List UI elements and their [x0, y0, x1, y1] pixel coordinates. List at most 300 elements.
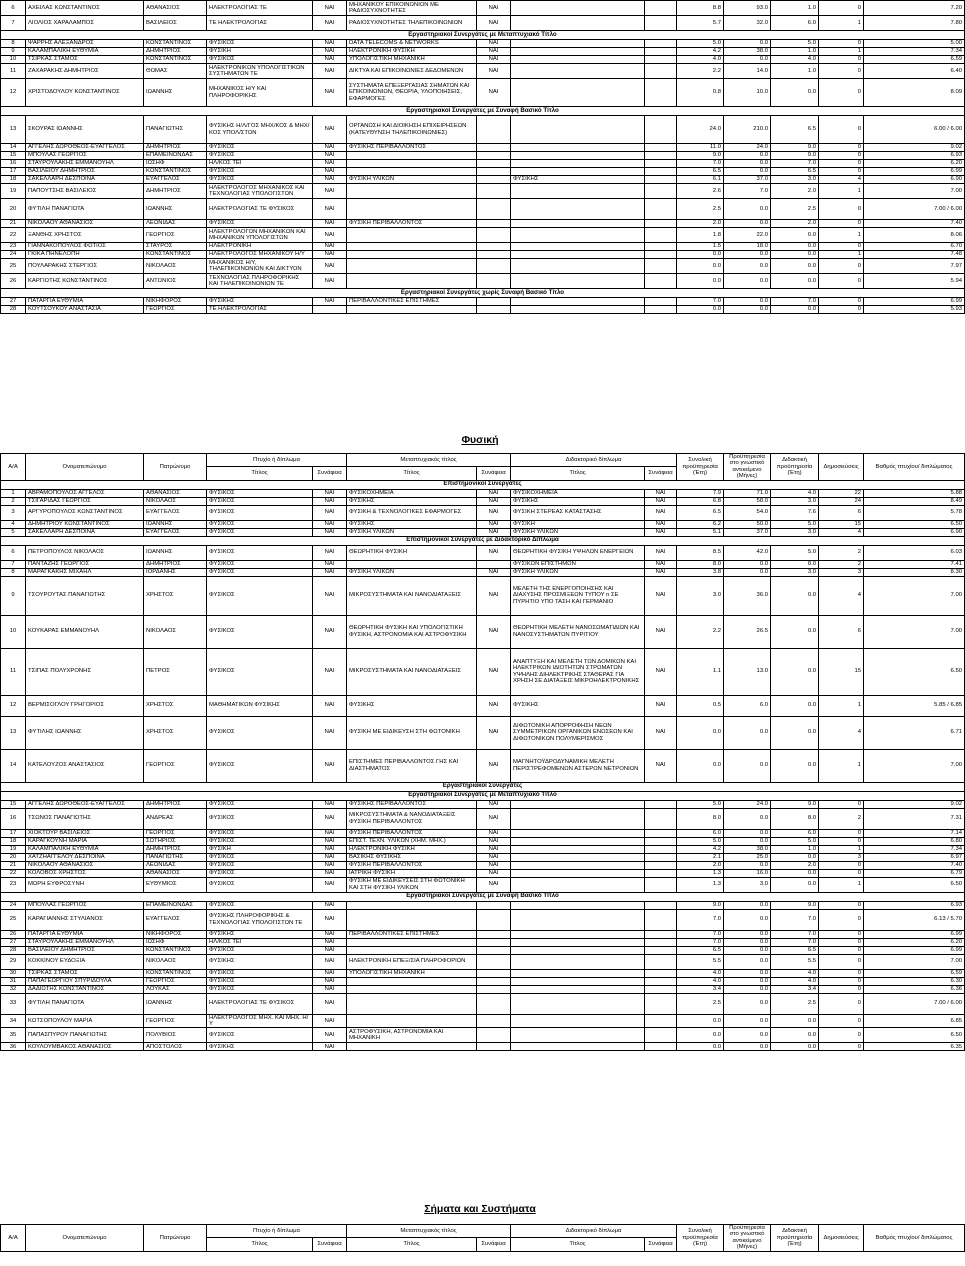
cell-teaching-experience: 0.0 [771, 79, 819, 107]
cell-masters-related [477, 243, 511, 251]
cell-degree-related: ΝΑΙ [313, 79, 347, 107]
cell-masters-title: ΕΠΙΣΤΗΜΕΣ ΠΕΡΙΒΑΛΛΟΝΤΟΣ ΓΗΣ ΚΑΙ ΔΙΑΣΤΗΜΑΤΟΣ [347, 749, 477, 782]
cell-masters-title: ΦΥΣΙΚΗΣ ΠΕΡΙΒΑΛΛΟΝΤΟΣ [347, 800, 477, 808]
cell-phd-title [511, 160, 645, 168]
cell-patronymic: ΚΩΝΣΤΑΝΤΙΝΟΣ [144, 56, 207, 64]
cell-patronymic: ΝΙΚΗΦΟΡΟΣ [144, 930, 207, 938]
cell-phd-related [645, 869, 677, 877]
cell-name: ΚΑΛΑΜΠΑΛΙΚΗ ΕΥΘΥΜΙΑ [26, 48, 144, 56]
cell-degree-title: ΦΥΣΙΚΟΣ [207, 220, 313, 228]
cell-teaching-experience: 5.5 [771, 954, 819, 969]
section-header: Εργαστηριακοί Συνεργάτες με Μεταπτυχιακό Τίτλο [1, 791, 965, 800]
table-row [1, 489, 965, 497]
cell-degree-related: ΝΑΙ [313, 259, 347, 274]
cell-total-experience: 7.9 [677, 489, 724, 497]
cell-phd-related: ΝΑΙ [645, 497, 677, 505]
cell-teaching-experience: 7.0 [771, 298, 819, 306]
cell-phd-title: ΦΥΣΙΚΟΧΗΜΕΙΑ [511, 489, 645, 497]
signals-section-title: Σήματα και Συστήματα [424, 1203, 536, 1215]
cell-grade: 6.93 [864, 901, 965, 909]
cell-phd-related [645, 930, 677, 938]
cell-masters-related: ΝΑΙ [477, 749, 511, 782]
table-row [1, 220, 965, 228]
cell-name: ΑΓΓΕΛΗΣ ΔΩΡΟΘΕΟΣ-ΕΥΑΓΓΕΛΟΣ [26, 800, 144, 808]
header-aa: Α/Α [1, 454, 26, 481]
cell-total-experience: 5.1 [677, 528, 724, 536]
table-row [1, 576, 965, 615]
cell-masters-title: ΔΙΚΤΥΑ ΚΑΙ ΕΠΙΚΟΙΝΩΝΙΕΣ ΔΕΔΟΜΕΝΩΝ [347, 64, 477, 79]
cell-phd-title: ΦΥΣΙΚΗ ΥΛΙΚΩΝ [511, 528, 645, 536]
cell-grade: 6.03 [864, 545, 965, 560]
cell-publications: 0 [819, 930, 864, 938]
cell-patronymic: ΙΟΡΔΑΝΗΣ [144, 568, 207, 576]
cell-degree-title: ΗΛΕΚΤΡΟΛΟΓΙΑΣ ΤΕ [207, 1, 313, 16]
cell-grade: 7.14 [864, 829, 965, 837]
cell-masters-title [347, 1014, 477, 1028]
cell-patronymic: ΚΩΝΣΤΑΝΤΙΝΟΣ [144, 969, 207, 977]
table-row [1, 243, 965, 251]
cell-degree-title: ΦΥΣΙΚΟΣ [207, 877, 313, 892]
cell-field-experience: 7.0 [724, 184, 771, 199]
cell-degree-related: ΝΑΙ [313, 64, 347, 79]
header-patronymic: Πατρώνυμο [144, 454, 207, 481]
cell-grade: 7.00 / 6.00 [864, 199, 965, 220]
cell-masters-title: ΜΗΧΑΝΙΚΟΥ ΕΠΙΚΟΙΝΩΝΙΩΝ ΜΕ ΡΑΔΙΟΣΥΧΝΟΤΗΤΕΣ [347, 1, 477, 16]
cell-total-experience: 8.0 [677, 560, 724, 568]
cell-masters-related [477, 259, 511, 274]
table-row [1, 144, 965, 152]
cell-masters-related: ΝΑΙ [477, 845, 511, 853]
cell-grade: 5.93 [864, 306, 965, 314]
cell-total-experience: 6.1 [677, 176, 724, 184]
cell-publications: 0 [819, 298, 864, 306]
cell-masters-title: ΠΕΡΙΒΑΛΛΟΝΤΙΚΕΣ ΕΠΙΣΤΗΜΕΣ [347, 298, 477, 306]
cell-grade: 6.20 [864, 938, 965, 946]
table-row [1, 869, 965, 877]
header-phd-related: Συνάφεια [645, 467, 677, 480]
cell-phd-related: ΝΑΙ [645, 648, 677, 695]
cell-name: ΤΣΙΡΚΑΣ ΣΤΑΜΟΣ [26, 56, 144, 64]
cell-field-experience: 0.0 [724, 930, 771, 938]
cell-field-experience: 10.0 [724, 79, 771, 107]
cell-degree-title: ΦΥΣΙΚΟΣ [207, 829, 313, 837]
cell-phd-related [645, 79, 677, 107]
cell-masters-title: ΘΕΩΡΗΤΙΚΗ ΦΥΣΙΚΗ [347, 545, 477, 560]
cell-masters-related: ΝΑΙ [477, 808, 511, 829]
cell-patronymic: ΕΠΑΜΕΙΝΩΝΔΑΣ [144, 152, 207, 160]
cell-masters-title: ΦΥΣΙΚΗΣ ΠΕΡΙΒΑΛΛΟΝΤΟΣ [347, 144, 477, 152]
header-phd-title: Τίτλος [511, 467, 645, 480]
cell-publications: 0 [819, 199, 864, 220]
cell-degree-title: ΦΥΣΙΚΟΣ [207, 800, 313, 808]
cell-publications: 15 [819, 648, 864, 695]
cell-publications: 0 [819, 1, 864, 16]
cell-teaching-experience: 0.0 [771, 1043, 819, 1051]
cell-total-experience: 6.5 [677, 946, 724, 954]
cell-aa: 24 [1, 251, 26, 259]
header-phd-title: Τίτλος [511, 1238, 645, 1251]
table-row [1, 1043, 965, 1051]
cell-masters-related: ΝΑΙ [477, 800, 511, 808]
cell-phd-related [645, 176, 677, 184]
cell-name: ΦΥΤΙΛΗΣ ΙΩΑΝΝΗΣ [26, 716, 144, 749]
cell-aa: 8 [1, 568, 26, 576]
header-masters-title: Τίτλος [347, 467, 477, 480]
cell-name: ΒΕΡΜΙΣΟΓΛΟΥ ΓΡΗΓΟΡΙΟΣ [26, 695, 144, 716]
cell-teaching-experience: 7.0 [771, 160, 819, 168]
cell-total-experience: 4.2 [677, 845, 724, 853]
cell-teaching-experience: 0.0 [771, 648, 819, 695]
cell-teaching-experience: 0.0 [771, 306, 819, 314]
cell-field-experience: 0.0 [724, 220, 771, 228]
cell-aa: 10 [1, 615, 26, 648]
cell-phd-title [511, 243, 645, 251]
cell-field-experience: 0.0 [724, 160, 771, 168]
cell-publications: 1 [819, 251, 864, 259]
cell-masters-related: ΝΑΙ [477, 829, 511, 837]
table-row [1, 48, 965, 56]
cell-field-experience: 0.0 [724, 1028, 771, 1043]
cell-degree-related [313, 306, 347, 314]
cell-degree-title: ΦΥΣΙΚΗΣ [207, 930, 313, 938]
cell-phd-related: ΝΑΙ [645, 749, 677, 782]
cell-masters-related: ΝΑΙ [477, 64, 511, 79]
cell-publications: 0 [819, 116, 864, 144]
cell-grade: 6.50 [864, 520, 965, 528]
section-header: Εργαστηριακοί Συνεργάτες με Συναφή Βασικό Τίτλο [1, 107, 965, 116]
cell-teaching-experience: 3.0 [771, 528, 819, 536]
cell-phd-title [511, 48, 645, 56]
header-name: Ονοματεπώνυμο [26, 454, 144, 481]
cell-teaching-experience: 0.0 [771, 877, 819, 892]
cell-name: ΔΗΜΗΤΡΙΟΥ ΚΩΝΣΤΑΝΤΙΝΟΣ [26, 520, 144, 528]
cell-degree-related: ΝΑΙ [313, 176, 347, 184]
cell-aa: 11 [1, 64, 26, 79]
cell-masters-title [347, 199, 477, 220]
cell-phd-related [645, 228, 677, 243]
cell-publications: 0 [819, 901, 864, 909]
cell-phd-title [511, 1043, 645, 1051]
cell-total-experience: 0.8 [677, 79, 724, 107]
cell-publications: 0 [819, 861, 864, 869]
cell-degree-related: ΝΑΙ [313, 909, 347, 930]
cell-degree-title: ΦΥΣΙΚΗ [207, 845, 313, 853]
cell-phd-title [511, 116, 645, 144]
cell-field-experience: 0.0 [724, 901, 771, 909]
cell-aa: 19 [1, 845, 26, 853]
cell-degree-title: ΦΥΣΙΚΟΣ [207, 615, 313, 648]
cell-phd-related: ΝΑΙ [645, 695, 677, 716]
cell-masters-related: ΝΑΙ [477, 16, 511, 31]
cell-name: ΒΑΣΙΛΕΙΟΥ ΔΗΜΗΤΡΙΟΣ [26, 168, 144, 176]
cell-field-experience: 0.0 [724, 938, 771, 946]
cell-total-experience: 5.0 [677, 800, 724, 808]
cell-degree-related: ΝΑΙ [313, 298, 347, 306]
cell-degree-related: ΝΑΙ [313, 901, 347, 909]
cell-total-experience: 3.0 [677, 576, 724, 615]
cell-grade: 7.00 / 6.00 [864, 993, 965, 1014]
cell-total-experience: 1.1 [677, 648, 724, 695]
cell-teaching-experience: 9.0 [771, 800, 819, 808]
section-header: Επιστημονικοί Συνεργάτες [1, 480, 965, 489]
cell-masters-title: ΦΥΣΙΚΗ ΜΕ ΕΙΔΙΚΕΥΣΗ ΣΤΗ ΦΩΤΟΝΙΚΗ [347, 716, 477, 749]
cell-publications: 0 [819, 64, 864, 79]
cell-publications: 1 [819, 749, 864, 782]
cell-patronymic: ΠΑΝΑΓΙΩΤΗΣ [144, 853, 207, 861]
header-total-experience: Συνολική προϋπηρεσία (Έτη) [677, 1225, 724, 1252]
cell-masters-related [477, 251, 511, 259]
cell-name: ΑΡΓΥΡΟΠΟΥΛΟΣ ΚΩΝΣΤΑΝΤΙΝΟΣ [26, 505, 144, 520]
cell-phd-related: ΝΑΙ [645, 576, 677, 615]
cell-grade: 6.93 [864, 152, 965, 160]
cell-phd-related: ΝΑΙ [645, 568, 677, 576]
cell-phd-related [645, 40, 677, 48]
cell-phd-title [511, 800, 645, 808]
cell-aa: 21 [1, 861, 26, 869]
cell-field-experience: 0.0 [724, 274, 771, 289]
cell-degree-title: ΦΥΣΙΚΟΣ [207, 837, 313, 845]
cell-degree-related: ΝΑΙ [313, 160, 347, 168]
cell-degree-related: ΝΑΙ [313, 829, 347, 837]
cell-publications: 0 [819, 829, 864, 837]
cell-degree-title: ΦΥΣΙΚΟΣ [207, 520, 313, 528]
header-teaching-experience: Διδακτική προϋπηρεσία (Έτη) [771, 1225, 819, 1252]
cell-field-experience: 26.5 [724, 615, 771, 648]
cell-aa: 11 [1, 648, 26, 695]
cell-phd-related [645, 985, 677, 993]
cell-aa: 13 [1, 716, 26, 749]
cell-aa: 10 [1, 56, 26, 64]
cell-masters-related [477, 199, 511, 220]
cell-aa: 4 [1, 520, 26, 528]
cell-phd-title [511, 901, 645, 909]
table-row [1, 56, 965, 64]
cell-masters-title: DATA TELECOMS & NETWORKS [347, 40, 477, 48]
cell-publications: 3 [819, 568, 864, 576]
cell-degree-related: ΝΑΙ [313, 1, 347, 16]
cell-phd-title [511, 199, 645, 220]
cell-aa: 15 [1, 152, 26, 160]
cell-masters-related [477, 901, 511, 909]
cell-field-experience: 54.0 [724, 505, 771, 520]
cell-name: ΑΒΡΑΜΟΠΟΥΛΟΣ ΑΓΓΕΛΟΣ [26, 489, 144, 497]
cell-phd-related [645, 274, 677, 289]
cell-masters-related: ΝΑΙ [477, 853, 511, 861]
candidates-table-body [1, 1, 965, 314]
cell-masters-related [477, 176, 511, 184]
cell-degree-title: ΦΥΣΙΚΗ [207, 48, 313, 56]
section-header-row [1, 480, 965, 489]
signals-table-header [1, 1225, 965, 1252]
cell-degree-related: ΝΑΙ [313, 930, 347, 938]
cell-degree-title: ΗΛΕΚΤΡΟΝΙΚΗ [207, 243, 313, 251]
cell-patronymic: ΛΕΩΝΙΔΑΣ [144, 861, 207, 869]
cell-masters-title: ΦΥΣΙΚΗΣ [347, 695, 477, 716]
cell-degree-related: ΝΑΙ [313, 48, 347, 56]
cell-masters-related: ΝΑΙ [477, 497, 511, 505]
cell-total-experience: 9.0 [677, 152, 724, 160]
cell-masters-title [347, 228, 477, 243]
cell-patronymic: ΠΟΛΥΒΙΟΣ [144, 1028, 207, 1043]
cell-phd-related [645, 853, 677, 861]
cell-patronymic: ΙΩΑΝΝΗΣ [144, 199, 207, 220]
cell-phd-title [511, 993, 645, 1014]
cell-grade: 6.80 [864, 837, 965, 845]
cell-teaching-experience: 7.0 [771, 938, 819, 946]
cell-teaching-experience: 8.0 [771, 808, 819, 829]
cell-patronymic: ΙΩΑΝΝΗΣ [144, 993, 207, 1014]
cell-patronymic: ΝΙΚΟΛΑΟΣ [144, 497, 207, 505]
cell-degree-related: ΝΑΙ [313, 528, 347, 536]
cell-patronymic: ΠΑΝΑΓΙΩΤΗΣ [144, 116, 207, 144]
cell-degree-related: ΝΑΙ [313, 946, 347, 954]
cell-grade: 5.88 [864, 489, 965, 497]
cell-phd-related: ΝΑΙ [645, 505, 677, 520]
cell-grade: 6.99 [864, 930, 965, 938]
header-phd-group: Διδακτορικό δίπλωμα [511, 454, 677, 467]
cell-name: ΚΑΡΓΙΩΤΗΣ ΚΩΝΣΤΑΝΤΙΝΟΣ [26, 274, 144, 289]
cell-patronymic: ΕΥΑΓΓΕΛΟΣ [144, 176, 207, 184]
cell-aa: 17 [1, 168, 26, 176]
cell-field-experience: 37.0 [724, 528, 771, 536]
cell-name: ΤΣΙΓΑΡΙΔΑΣ ΓΕΩΡΓΙΟΣ [26, 497, 144, 505]
header-degree-related: Συνάφεια [313, 1238, 347, 1251]
cell-grade: 9.02 [864, 144, 965, 152]
table-row [1, 695, 965, 716]
cell-total-experience: 3.4 [677, 985, 724, 993]
cell-masters-title [347, 1043, 477, 1051]
cell-degree-related: ΝΑΙ [313, 993, 347, 1014]
cell-masters-related [477, 220, 511, 228]
cell-degree-title: ΦΥΣΙΚΟΣ [207, 985, 313, 993]
cell-phd-title: ΦΥΣΙΚΗ [511, 520, 645, 528]
cell-grade: 8.30 [864, 568, 965, 576]
cell-phd-related [645, 251, 677, 259]
cell-masters-title [347, 168, 477, 176]
cell-field-experience: 37.0 [724, 176, 771, 184]
cell-phd-title [511, 259, 645, 274]
cell-teaching-experience: 4.0 [771, 969, 819, 977]
cell-aa: 9 [1, 48, 26, 56]
cell-total-experience: 7.0 [677, 930, 724, 938]
cell-degree-related: ΝΑΙ [313, 845, 347, 853]
cell-phd-related [645, 306, 677, 314]
cell-teaching-experience: 0.0 [771, 749, 819, 782]
header-degree-group: Πτυχίο ή δίπλωμα [207, 1225, 347, 1238]
table-row [1, 837, 965, 845]
cell-phd-title [511, 1028, 645, 1043]
table-row [1, 176, 965, 184]
cell-teaching-experience: 6.5 [771, 116, 819, 144]
cell-patronymic: ΔΗΜΗΤΡΙΟΣ [144, 845, 207, 853]
cell-masters-title [347, 274, 477, 289]
cell-phd-related: ΝΑΙ [645, 520, 677, 528]
cell-grade: 7.34 [864, 48, 965, 56]
cell-aa: 35 [1, 1028, 26, 1043]
cell-teaching-experience: 6.5 [771, 168, 819, 176]
cell-phd-related [645, 152, 677, 160]
cell-grade: 9.02 [864, 800, 965, 808]
cell-aa: 14 [1, 144, 26, 152]
cell-name: ΛΙΟΛΙΟΣ ΧΑΡΑΛΑΜΠΟΣ [26, 16, 144, 31]
physics-table-body [1, 480, 965, 1051]
cell-name: ΤΣΩΝΟΣ ΠΑΝΑΓΙΩΤΗΣ [26, 808, 144, 829]
cell-total-experience: 1.5 [677, 243, 724, 251]
cell-masters-title: ΦΥΣΙΚΗ ΜΕ ΕΙΔΙΚΕΥΣΕΙΣ ΣΤΗ ΦΩΤΟΝΙΚΗ ΚΑΙ ΣΤΗ ΦΥΣΙΚΗ ΥΛΙΚΩΝ [347, 877, 477, 892]
cell-field-experience: 13.0 [724, 648, 771, 695]
cell-name: ΣΤΑΥΡΟΥΛΑΚΗΣ ΕΜΜΑΝΟΥΗΛ [26, 160, 144, 168]
cell-aa: 22 [1, 228, 26, 243]
cell-patronymic: ΔΗΜΗΤΡΙΟΣ [144, 48, 207, 56]
cell-field-experience: 36.0 [724, 576, 771, 615]
cell-total-experience: 0.0 [677, 251, 724, 259]
cell-teaching-experience: 0.0 [771, 259, 819, 274]
cell-name: ΓΚΙΚΑ ΠΗΝΕΛΟΠΗ [26, 251, 144, 259]
cell-teaching-experience: 7.6 [771, 505, 819, 520]
cell-degree-related: ΝΑΙ [313, 274, 347, 289]
cell-teaching-experience: 0.0 [771, 695, 819, 716]
cell-degree-title: ΦΥΣΙΚΟΣ [207, 576, 313, 615]
cell-grade: 7.48 [864, 251, 965, 259]
cell-grade: 7.97 [864, 259, 965, 274]
cell-publications: 0 [819, 306, 864, 314]
cell-total-experience: 2.6 [677, 184, 724, 199]
cell-patronymic: ΕΥΘΥΜΙΟΣ [144, 877, 207, 892]
cell-phd-related [645, 909, 677, 930]
cell-field-experience: 0.0 [724, 152, 771, 160]
cell-name: ΤΣΙΡΚΑΣ ΣΤΑΜΟΣ [26, 969, 144, 977]
cell-grade: 7.31 [864, 808, 965, 829]
cell-phd-related [645, 946, 677, 954]
cell-phd-title [511, 985, 645, 993]
cell-masters-related [477, 954, 511, 969]
table-row [1, 1028, 965, 1043]
cell-aa: 26 [1, 930, 26, 938]
cell-patronymic: ΓΕΩΡΓΙΟΣ [144, 829, 207, 837]
cell-masters-title [347, 251, 477, 259]
cell-degree-title: ΦΥΣΙΚΟΣ [207, 168, 313, 176]
cell-total-experience: 2.2 [677, 64, 724, 79]
cell-degree-related: ΝΑΙ [313, 116, 347, 144]
cell-total-experience: 11.0 [677, 144, 724, 152]
cell-name: ΚΟΥΛΟΥΜΒΑΚΟΣ ΑΘΑΝΑΣΙΟΣ [26, 1043, 144, 1051]
cell-aa: 6 [1, 545, 26, 560]
cell-degree-title: ΦΥΣΙΚΟΣ [207, 749, 313, 782]
cell-masters-related [477, 1043, 511, 1051]
cell-phd-related [645, 184, 677, 199]
cell-grade: 7.20 [864, 1, 965, 16]
cell-phd-title: ΜΕΛΕΤΗ ΤΗΣ ΕΝΕΡΓΟΠΟΙΗΣΗΣ ΚΑΙ ΔΙΑΧΥΣΗΣ ΠΡΟΣΜΙΞΕΩΝ ΤΥΠΟΥ n ΣΕ ΠΥΡΗΤΙΟ ΥΠΟ ΤΑΣΗ ΚΑΙ ΓΕΡΜΑΝΙΟ [511, 576, 645, 615]
cell-patronymic: ΓΕΩΡΓΙΟΣ [144, 1014, 207, 1028]
cell-patronymic: ΚΩΝΣΤΑΝΤΙΝΟΣ [144, 40, 207, 48]
table-row [1, 545, 965, 560]
cell-patronymic: ΔΗΜΗΤΡΙΟΣ [144, 184, 207, 199]
table-row [1, 938, 965, 946]
cell-field-experience: 18.0 [724, 243, 771, 251]
cell-masters-related: ΝΑΙ [477, 877, 511, 892]
cell-degree-title: ΦΥΣΙΚΟΣ [207, 40, 313, 48]
cell-name: ΦΥΤΙΛΗ ΠΑΝΑΓΙΩΤΑ [26, 993, 144, 1014]
cell-field-experience: 0.0 [724, 985, 771, 993]
cell-degree-title: ΦΥΣΙΚΟΣ [207, 152, 313, 160]
cell-total-experience: 7.0 [677, 298, 724, 306]
cell-name: ΣΑΚΕΛΛΑΡΗ ΔΕΣΠΟΙΝΑ [26, 528, 144, 536]
cell-publications: 0 [819, 220, 864, 228]
cell-degree-title: ΦΥΣΙΚΟΣ [207, 560, 313, 568]
cell-phd-related [645, 808, 677, 829]
table-row [1, 877, 965, 892]
cell-field-experience: 0.0 [724, 716, 771, 749]
